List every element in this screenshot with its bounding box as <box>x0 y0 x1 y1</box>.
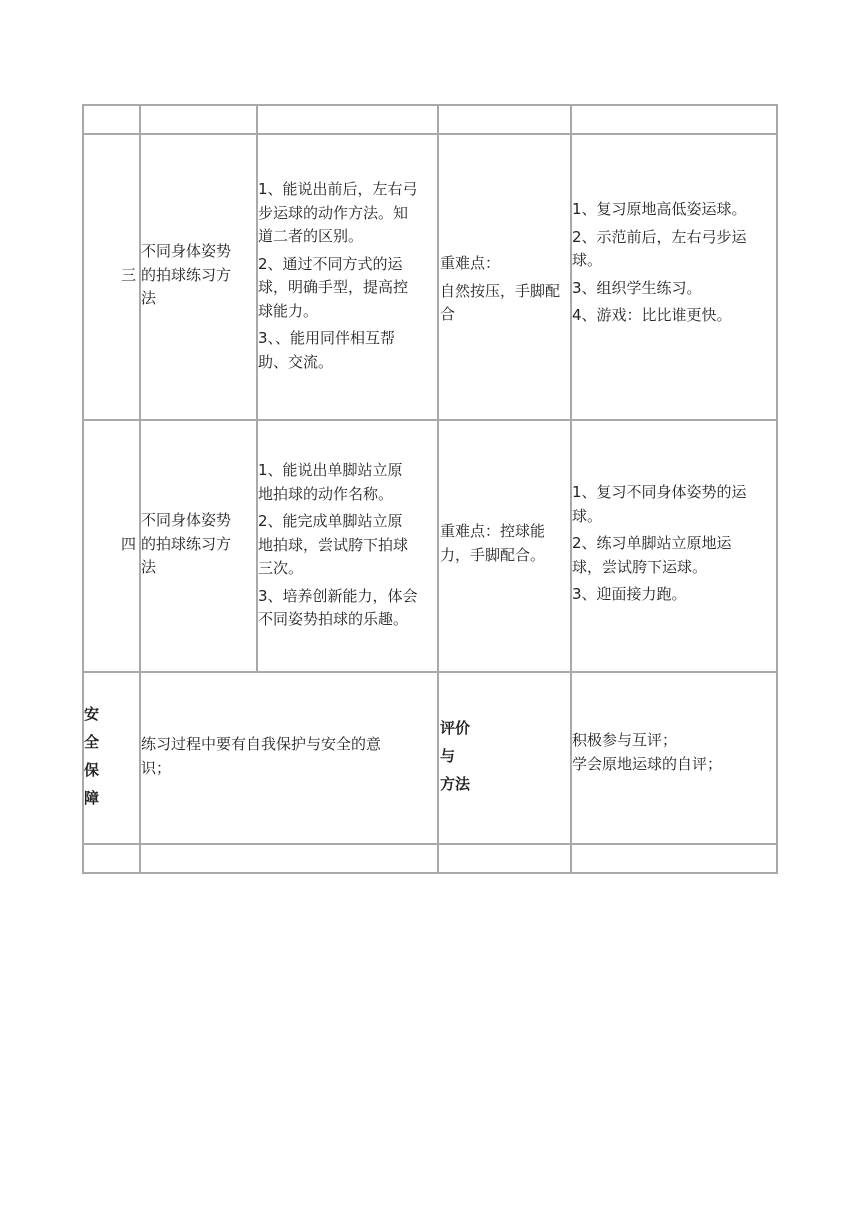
activity-line: 球，尝试胯下运球。 <box>572 557 708 576</box>
activities <box>572 481 747 607</box>
lesson-title-line: 法 <box>141 558 157 576</box>
activity-line: 2、练习单脚站立原地运 <box>572 534 732 552</box>
column-divider <box>437 104 439 874</box>
safety-label-char: 障 <box>84 789 100 807</box>
lesson-title-line: 不同身体姿势 <box>141 511 232 529</box>
lesson-number: 四 <box>121 535 137 553</box>
evaluation-label-line: 与 <box>440 747 456 765</box>
safety-text <box>141 733 381 780</box>
lesson-title-line: 的拍球练习方 <box>141 265 232 284</box>
lesson-number: 三 <box>121 266 137 284</box>
goal-line: 道二者的区别。 <box>258 227 364 245</box>
row-divider <box>82 419 778 421</box>
activity-line: 1、复习不同身体姿势的运 <box>572 483 747 501</box>
safety-text-line: 练习过程中要有自我保护与安全的意 <box>141 735 382 753</box>
lesson-goals <box>258 178 418 374</box>
key-points <box>440 252 560 327</box>
goal-line: 1、能说出前后，左右弓 <box>258 180 418 198</box>
evaluation-text-line: 积极参与互评； <box>572 731 678 749</box>
safety-label <box>84 700 99 812</box>
goal-line: 1、能说出单脚站立原 <box>258 461 403 479</box>
evaluation-label-line: 方法 <box>440 775 471 793</box>
lesson-title-line: 法 <box>141 289 157 307</box>
key-line: 重难点：控球能 <box>440 522 546 540</box>
row-divider <box>82 133 778 135</box>
row-divider <box>82 671 778 673</box>
activity-line: 3、组织学生练习。 <box>572 278 702 297</box>
goal-line: 地拍球，尝试胯下拍球 <box>258 535 409 554</box>
lesson-title <box>141 240 231 311</box>
goal-line: 2、能完成单脚站立原 <box>258 512 403 530</box>
goal-line: 3、培养创新能力，体会 <box>258 586 418 605</box>
lesson-title-line: 的拍球练习方 <box>141 534 232 553</box>
evaluation-text-line: 学会原地运球的自评； <box>572 754 723 773</box>
key-line: 重难点： <box>440 254 501 272</box>
key-line: 力，手脚配合。 <box>440 545 546 564</box>
lesson-goals <box>258 459 418 632</box>
activity-line: 球。 <box>572 506 603 525</box>
column-divider <box>776 104 778 874</box>
activity-line: 3、迎面接力跑。 <box>572 585 687 603</box>
goal-line: 不同姿势拍球的乐趣。 <box>258 610 409 628</box>
goal-line: 步运球的动作方法。知 <box>258 203 409 222</box>
goal-line: 三次。 <box>258 559 304 577</box>
key-line: 合 <box>440 305 456 323</box>
evaluation-label <box>440 714 470 798</box>
row-divider <box>82 872 778 874</box>
goal-line: 球能力。 <box>258 301 319 320</box>
row-divider <box>82 843 778 845</box>
activities <box>572 198 747 328</box>
goal-line: 2、通过不同方式的运 <box>258 254 403 273</box>
safety-label-char: 全 <box>84 733 100 751</box>
activity-line: 1、复习原地高低姿运球。 <box>572 200 747 218</box>
goal-line: 3、、能用同伴相互帮 <box>258 329 396 347</box>
evaluation-text <box>572 729 722 776</box>
activity-line: 球。 <box>572 251 603 269</box>
goal-line: 助、交流。 <box>258 352 334 371</box>
safety-label-char: 保 <box>84 761 100 779</box>
safety-label-char: 安 <box>84 705 100 723</box>
goal-line: 地拍球的动作名称。 <box>258 484 394 503</box>
lesson-title-line: 不同身体姿势 <box>141 242 232 260</box>
key-line: 自然按压，手脚配 <box>440 281 561 300</box>
activity-line: 2、示范前后，左右弓步运 <box>572 227 747 246</box>
row-divider <box>82 104 778 106</box>
activity-line: 4、游戏：比比谁更快。 <box>572 306 732 324</box>
evaluation-label-line: 评价 <box>440 719 471 737</box>
goal-line: 球，明确手型，提高控 <box>258 278 409 296</box>
safety-text-line: 识； <box>141 758 172 777</box>
key-points <box>440 520 545 567</box>
lesson-title <box>141 509 231 580</box>
